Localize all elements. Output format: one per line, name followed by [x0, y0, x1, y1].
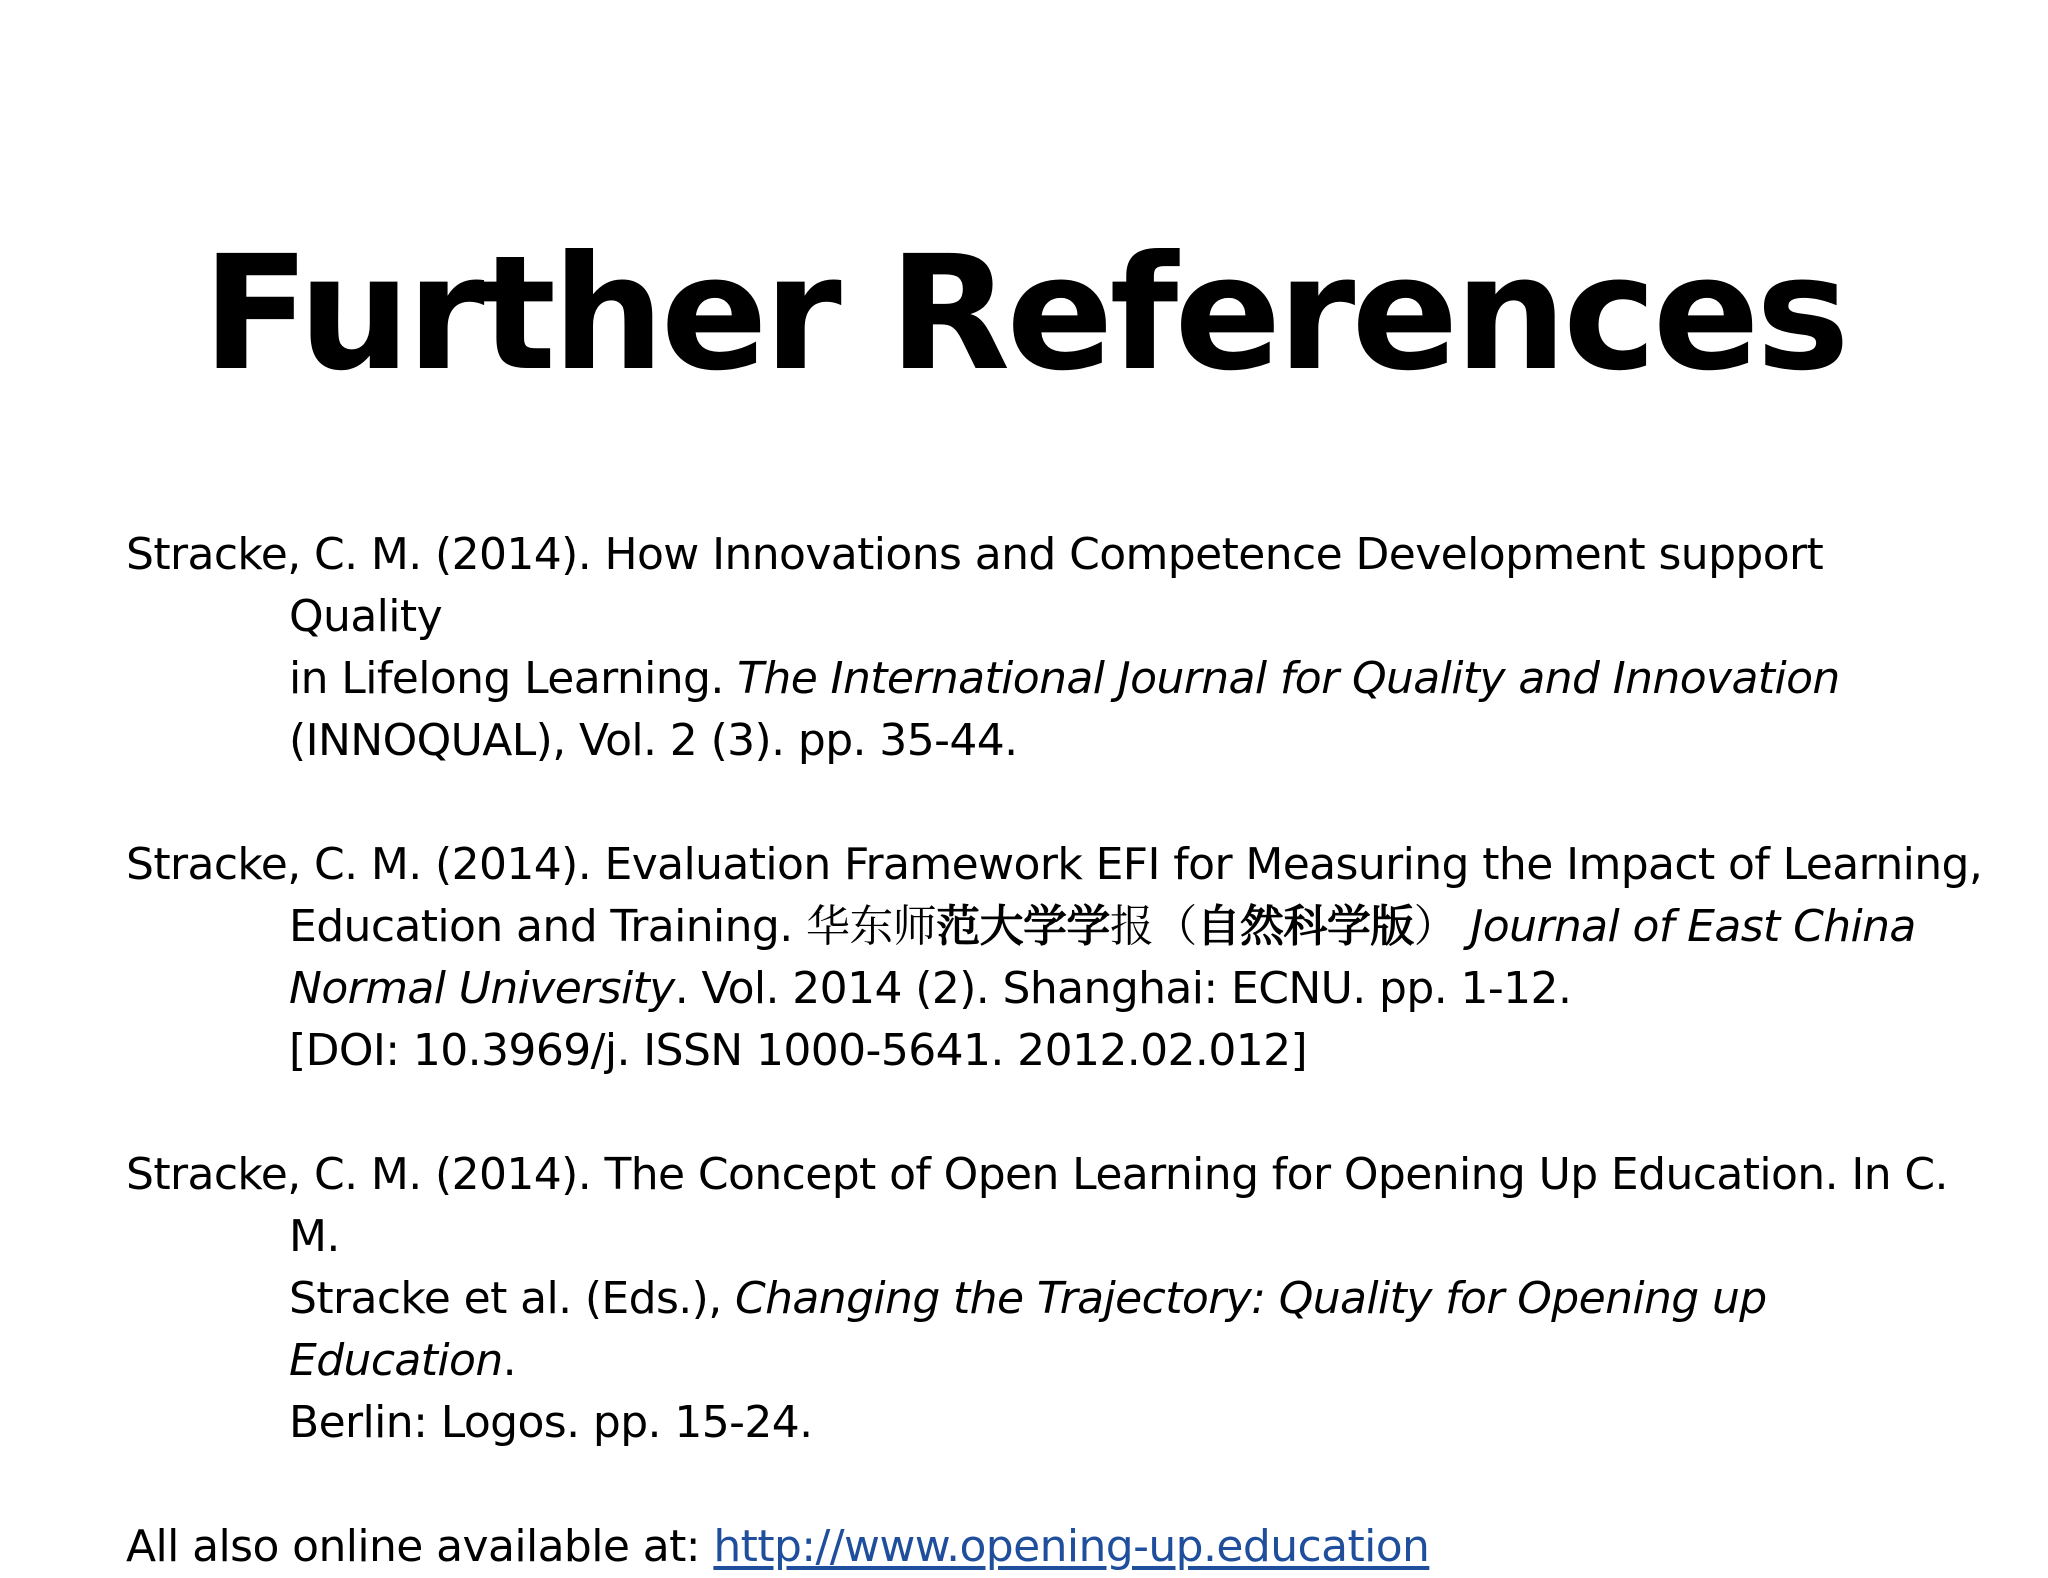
website-link[interactable]: http://www.opening-up.education — [713, 1521, 1430, 1572]
slide-title: Further References — [202, 222, 1846, 406]
reference-2-chinese-title-part-2: 范大学学 — [936, 901, 1110, 952]
reference-2-line-1: Stracke, C. M. (2014). Evaluation Framework EFI for Measuring the Impact of Learning, — [126, 839, 1983, 890]
reference-1-line-2 — [289, 648, 1986, 710]
reference-3-line-1: Stracke, C. M. (2014). The Concept of Open Learning for Opening Up Education. In C. M. — [126, 1149, 1948, 1262]
reference-2-text: Education and Training. — [289, 901, 806, 952]
reference-2-chinese-title-part-4: 自然科学版 — [1196, 901, 1414, 952]
reference-3-book-title: Changing the Trajectory: Quality for Opening up Education — [289, 1273, 1767, 1386]
reference-2-line-3 — [289, 958, 1986, 1020]
reference-item-2 — [126, 834, 1986, 1082]
reference-item-3 — [126, 1144, 1986, 1454]
reference-2-line-2 — [289, 896, 1986, 958]
reference-1-line-3: (INNOQUAL), Vol. 2 (3). pp. 35-44. — [289, 715, 1018, 766]
reference-2-journal-cont: Normal University — [289, 963, 675, 1014]
footer-note — [126, 1516, 1986, 1578]
footer-text: All also online available at: — [126, 1521, 714, 1572]
reference-3-line-2 — [289, 1268, 1986, 1392]
reference-2-chinese-title-part-3: 报（ — [1109, 901, 1197, 952]
reference-3-text: Stracke et al. (Eds.), — [289, 1273, 736, 1324]
reference-3-period: . — [502, 1335, 517, 1386]
reference-2-chinese-title-part-5: ） — [1413, 901, 1458, 952]
reference-1-text: in Lifelong Learning. — [289, 653, 738, 704]
reference-1-line-1: Stracke, C. M. (2014). How Innovations and Competence Development support Quality — [126, 529, 1824, 642]
reference-item-1 — [126, 524, 1986, 772]
reference-list — [126, 524, 1986, 1578]
reference-3-line-3: Berlin: Logos. pp. 15-24. — [289, 1397, 813, 1448]
reference-2-journal: Journal of East China — [1470, 901, 1916, 952]
reference-2-line-4: [DOI: 10.3969/j. ISSN 1000-5641. 2012.02.012] — [289, 1025, 1308, 1076]
reference-1-journal: The International Journal for Quality and Innovation — [737, 653, 1840, 704]
reference-2-details: . Vol. 2014 (2). Shanghai: ECNU. pp. 1-12. — [674, 963, 1572, 1014]
reference-2-chinese-title-part-1: 华东师 — [806, 901, 937, 952]
